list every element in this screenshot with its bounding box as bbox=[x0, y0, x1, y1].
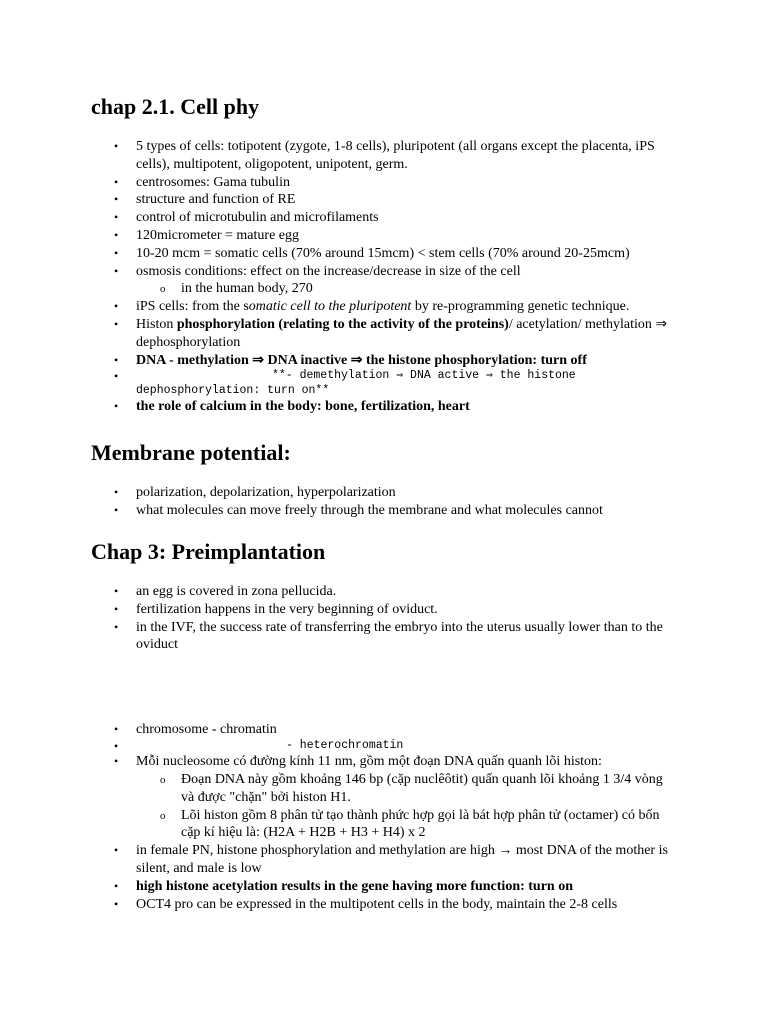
mono-text: - heterochromatin bbox=[286, 738, 404, 752]
list-item: • fertilization happens in the very beginning of oviduct. bbox=[0, 601, 768, 619]
bold-text: high histone acetylation results in the gene having more function: turn on bbox=[136, 878, 574, 894]
section-heading-membrane-potential: Membrane potential: bbox=[91, 440, 291, 465]
list-item: • structure and function of RE bbox=[0, 191, 768, 209]
list-item bbox=[0, 298, 768, 316]
preimplantation-list bbox=[0, 583, 768, 654]
list-item bbox=[0, 878, 768, 896]
bold-text: DNA - methylation ⇒ DNA inactive ⇒ the histone phosphorylation: turn off bbox=[136, 352, 587, 368]
list-item bbox=[0, 316, 768, 352]
list-item: • 10-20 mcm = somatic cells (70% around 15mcm) < stem cells (70% around 20-25mcm) bbox=[0, 245, 768, 263]
bold-text: the role of calcium in the body: bone, fertilization, heart bbox=[136, 399, 470, 415]
text-run: / acetylation/ methylation ⇒ dephosphorylation bbox=[136, 316, 668, 350]
list-item: • OCT4 pro can be expressed in the multipotent cells in the body, maintain the 2-8 cells bbox=[0, 896, 768, 914]
list-item bbox=[0, 398, 768, 416]
section-heading-cell-phy: chap 2.1. Cell phy bbox=[91, 94, 260, 119]
list-item: • chromosome - chromatin bbox=[0, 721, 768, 739]
list-item: • 120micrometer = mature egg bbox=[0, 227, 768, 245]
list-item: • Mỗi nucleosome có đường kính 11 nm, gồm một đoạn DNA quấn quanh lõi histon: bbox=[0, 753, 768, 771]
text-run: iPS cells: from the s bbox=[136, 299, 249, 315]
sub-list-item: o Lõi histon gồm 8 phân tử tạo thành phức hợp gọi là bát hợp phân tử (octamer) có bốn cặp kí hiệu là: (H2A + H2B + H3 + H4) x 2 bbox=[0, 807, 768, 843]
list-item: • in female PN, histone phosphorylation and methylation are high → most DNA of the mother is silent, and male is low bbox=[0, 842, 768, 878]
list-item: • control of microtubulin and microfilaments bbox=[0, 209, 768, 227]
chromatin-list bbox=[0, 721, 768, 913]
membrane-potential-list bbox=[0, 484, 768, 520]
list-item: • in the IVF, the success rate of transferring the embryo into the uterus usually lower than to the oviduct bbox=[0, 619, 768, 655]
sub-list-item: o in the human body, 270 bbox=[0, 280, 768, 298]
text-run: by re-programming genetic technique. bbox=[411, 299, 630, 315]
list-item: • osmosis conditions: effect on the increase/decrease in size of the cell bbox=[0, 263, 768, 281]
list-item: • 5 types of cells: totipotent (zygote, 1-8 cells), pluripotent (all organs except the placenta, iPS cells), multipotent, oligopotent, unipotent, germ. bbox=[0, 138, 768, 174]
list-item-monospace bbox=[0, 369, 768, 398]
text-run: Histon bbox=[136, 316, 177, 332]
cell-phy-list bbox=[0, 138, 768, 416]
sub-list-item: o Đoạn DNA này gồm khoảng 146 bp (cặp nuclêôtit) quấn quanh lõi khoảng 1 3/4 vòng và được "chặn" bởi histon H1. bbox=[0, 771, 768, 807]
mono-text: **- demethylation ⇒ DNA active ⇒ the histone dephosphorylation: turn on** bbox=[136, 369, 576, 397]
list-item-monospace bbox=[0, 739, 768, 754]
italic-text: omatic cell to the pluripotent bbox=[248, 299, 412, 315]
section-heading-preimplantation: Chap 3: Preimplantation bbox=[91, 539, 326, 564]
list-item: • polarization, depolarization, hyperpolarization bbox=[0, 484, 768, 502]
list-item: • what molecules can move freely through the membrane and what molecules cannot bbox=[0, 502, 768, 520]
bold-text: phosphorylation (relating to the activity of the proteins) bbox=[176, 316, 509, 332]
list-item: • centrosomes: Gama tubulin bbox=[0, 174, 768, 192]
list-item bbox=[0, 352, 768, 370]
list-item: • an egg is covered in zona pellucida. bbox=[0, 583, 768, 601]
